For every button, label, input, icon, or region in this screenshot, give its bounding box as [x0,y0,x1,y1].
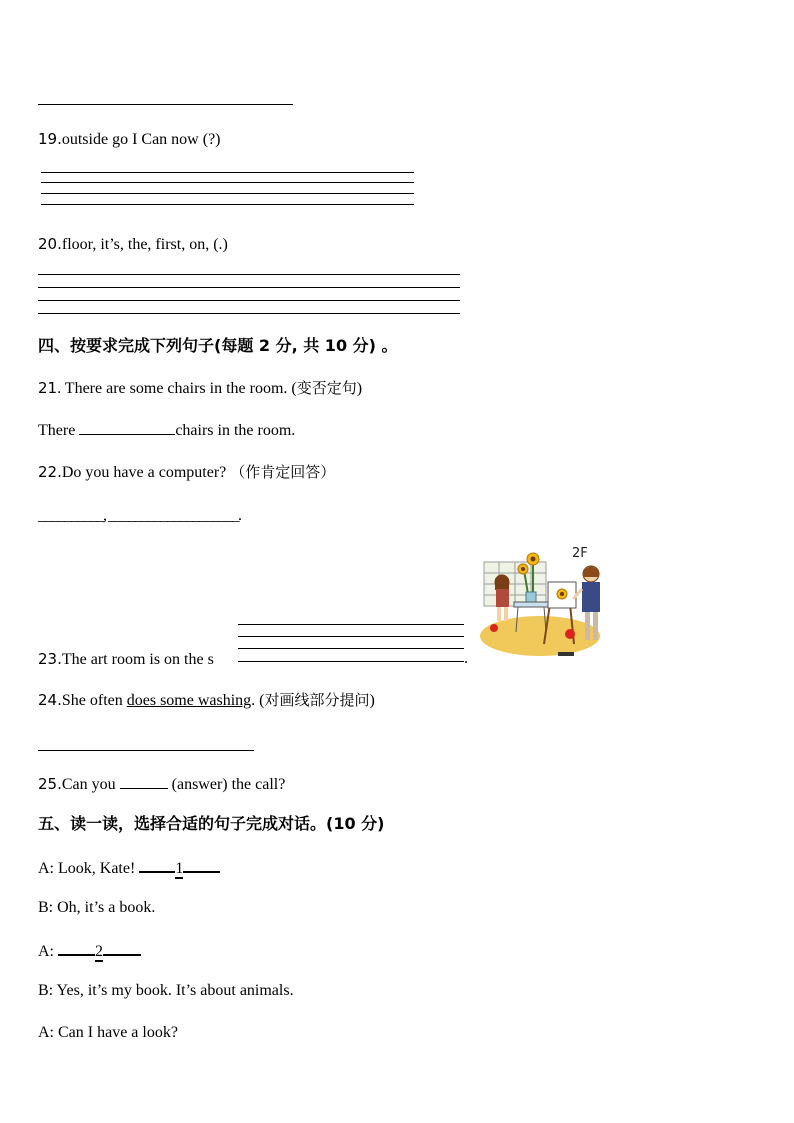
dialogue-line [38,940,141,962]
fill-blank[interactable] [139,857,175,873]
answer-line[interactable] [238,661,464,662]
answer-line[interactable] [41,193,414,194]
speaker: A: [38,1024,58,1041]
dialogue-line [38,857,220,879]
fill-blank[interactable] [58,940,95,956]
question-hint: （作肯定回答） [230,463,336,481]
speaker: A: [38,860,58,877]
dialogue-text: Can I have a look? [58,1024,178,1041]
question-hint: 变否定句 [296,379,357,397]
answer-line[interactable] [38,300,460,301]
paren-close: ) [356,380,363,397]
answer-line[interactable] [41,204,414,205]
answer-line[interactable] [38,104,293,105]
paren-close: ) [369,692,375,709]
answer-line[interactable] [38,274,460,275]
answer-prefix: There [38,422,80,439]
speaker: A: [38,943,58,960]
question-number: 23. [38,650,62,668]
question-text: floor, it’s, the, first, on, (.) [61,236,228,253]
answer-22[interactable]: __________, ____________________. [38,507,241,524]
answer-suffix: chairs in the room. [175,422,296,439]
paint-box [558,652,574,656]
question-text: Do you have a computer? [61,464,231,481]
dialogue-text: Yes, it’s my book. It’s about animals. [56,982,294,999]
question-number: 22. [38,463,62,481]
answer-21 [38,420,295,441]
question-24 [38,690,375,711]
question-text-after: (answer) the call? [167,776,286,793]
window-grid [484,562,546,606]
question-number: 24. [38,691,62,709]
blank-number: 2 [95,943,103,960]
table [514,602,548,607]
fill-blank[interactable] [120,774,168,789]
answer-line[interactable] [238,636,464,637]
dialogue-line [38,1023,178,1043]
question-21 [38,378,362,399]
sentence-end: . [464,650,468,667]
answer-line[interactable] [41,172,414,173]
question-number: 21 [38,379,58,397]
blank-number: 1 [175,860,184,877]
fill-blank[interactable] [79,420,175,435]
floor-label: 2F [572,546,588,561]
girl-figure [495,575,509,622]
question-19 [38,129,221,150]
section-heading: 五、读一读，选择合适的句子完成对话。(10 分) [38,814,385,833]
question-hint: 对画线部分提问 [264,691,370,709]
dialogue-line [38,898,155,918]
question-number: 25. [38,775,62,793]
question-text: . There are some chairs in the room. ( [57,380,297,397]
question-23 [38,649,214,670]
question-text-after: . ( [251,692,265,709]
question-number: 19. [38,130,62,148]
art-room-picture [478,544,608,662]
question-20 [38,234,228,255]
question-25 [38,774,285,795]
question-22 [38,462,335,483]
dialogue-line [38,981,294,1001]
answer-line[interactable] [38,750,254,751]
speaker: B: [38,982,57,999]
answer-line[interactable] [38,287,460,288]
answer-line[interactable] [238,624,464,625]
answer-line[interactable] [238,648,464,649]
fill-blank[interactable] [183,857,220,873]
question-number: 20. [38,235,62,253]
apple [565,629,575,639]
section-heading: 四、按要求完成下列句子(每题 2 分, 共 10 分) 。 [38,336,398,355]
question-text: She often [61,692,127,709]
dialogue-text: Look, Kate! [58,860,140,877]
answer-line[interactable] [41,182,414,183]
question-text: The art room is on the s [61,651,214,668]
underlined-phrase: does some washing [126,692,252,709]
answer-line[interactable] [38,313,460,314]
question-text: Can you [61,776,120,793]
speaker: B: [38,899,58,916]
fill-blank[interactable] [103,940,141,956]
question-text: outside go I Can now (?) [61,131,221,148]
dialogue-text: Oh, it’s a book. [57,899,156,916]
floor-rug [480,616,600,656]
